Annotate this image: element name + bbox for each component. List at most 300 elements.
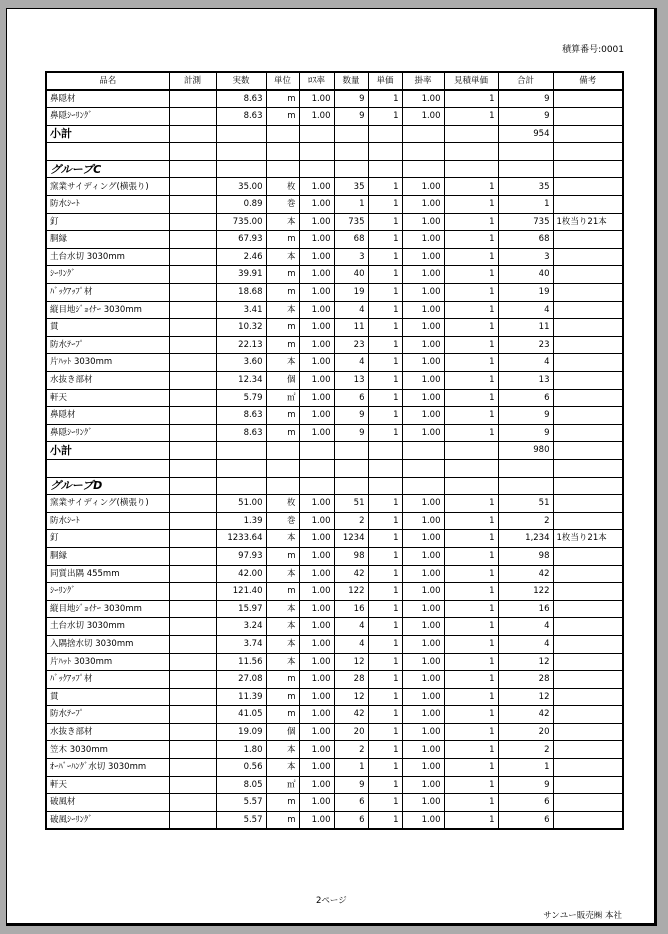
table-row [46,319,623,337]
cell-name: 釘 [46,213,169,231]
cell-unit: m [266,108,299,126]
cell-qty: 1234 [334,530,368,548]
cell-total: 2 [498,512,553,530]
cell-name: 水抜き部材 [46,723,169,741]
cell-unit: m [266,706,299,724]
cell-measure [169,671,216,689]
cell-rate: 1.00 [402,512,444,530]
cell-qty: 23 [334,336,368,354]
cell-loss: 1.00 [299,723,334,741]
cell-measure [169,618,216,636]
cell-loss: 1.00 [299,512,334,530]
cell-price: 1 [368,495,402,513]
cell-unit: m [266,811,299,829]
cell-measure [169,284,216,302]
cell-unit: m [266,424,299,442]
cell-est-price: 1 [444,776,498,794]
col-header-rate: 掛率 [402,72,444,90]
cell-unit: m [266,583,299,601]
cell-rate [402,143,444,161]
cell-name: 小計 [46,442,169,460]
cell-rate [402,442,444,460]
cell-price: 1 [368,178,402,196]
cell-qty: 9 [334,407,368,425]
cell-qty: 4 [334,635,368,653]
cell-price: 1 [368,776,402,794]
cell-total: 9 [498,424,553,442]
cell-actual: 11.56 [216,653,266,671]
cell-rate [402,125,444,143]
cell-loss [299,459,334,477]
cell-total: 1 [498,759,553,777]
cell-loss [299,477,334,495]
cell-actual [216,442,266,460]
cell-price: 1 [368,389,402,407]
cell-price: 1 [368,671,402,689]
cell-total: 4 [498,354,553,372]
cell-rate: 1.00 [402,794,444,812]
cell-qty: 3 [334,248,368,266]
cell-actual: 97.93 [216,547,266,565]
cell-unit: 本 [266,759,299,777]
cell-rate: 1.00 [402,213,444,231]
table-row [46,706,623,724]
table-row [46,583,623,601]
cell-actual [216,459,266,477]
cell-note [553,635,623,653]
table-row [46,530,623,548]
cell-note [553,618,623,636]
cell-qty: 6 [334,794,368,812]
cell-measure [169,741,216,759]
cell-unit: 枚 [266,495,299,513]
table-row [46,284,623,302]
cell-rate: 1.00 [402,178,444,196]
cell-est-price: 1 [444,495,498,513]
subtotal-row [46,125,623,143]
cell-loss: 1.00 [299,108,334,126]
cell-note [553,671,623,689]
cell-qty: 9 [334,424,368,442]
cell-name: 胴縁 [46,231,169,249]
cell-note [553,512,623,530]
table-row [46,90,623,108]
cell-actual: 0.56 [216,759,266,777]
cell-rate [402,459,444,477]
cell-est-price: 1 [444,600,498,618]
cell-actual: 2.46 [216,248,266,266]
cell-est-price: 1 [444,635,498,653]
col-header-actual: 実数 [216,72,266,90]
subtotal-row [46,442,623,460]
cell-note [553,336,623,354]
cell-total [498,459,553,477]
cell-loss: 1.00 [299,231,334,249]
cell-total: 42 [498,706,553,724]
cell-total: 19 [498,284,553,302]
cell-measure [169,90,216,108]
cell-actual [216,477,266,495]
cell-unit: 本 [266,213,299,231]
cell-total: 1 [498,196,553,214]
cell-est-price: 1 [444,583,498,601]
cell-actual: 15.97 [216,600,266,618]
cell-name: 小計 [46,125,169,143]
table-row [46,372,623,390]
cell-note: 1枚当り21本 [553,213,623,231]
cell-actual: 1.39 [216,512,266,530]
cell-qty: 42 [334,706,368,724]
table-row [46,213,623,231]
cell-qty: 1 [334,759,368,777]
cell-total: 42 [498,565,553,583]
cell-loss: 1.00 [299,196,334,214]
cell-total: 68 [498,231,553,249]
cell-total: 13 [498,372,553,390]
cell-actual: 0.89 [216,196,266,214]
cell-est-price: 1 [444,248,498,266]
cell-note [553,284,623,302]
cell-rate: 1.00 [402,196,444,214]
estimate-number: 積算番号:0001 [562,45,624,55]
cell-unit: 本 [266,635,299,653]
cell-qty [334,442,368,460]
cell-est-price: 1 [444,512,498,530]
table-row [46,618,623,636]
cell-est-price: 1 [444,336,498,354]
cell-unit: 本 [266,741,299,759]
cell-actual: 19.09 [216,723,266,741]
table-row [46,653,623,671]
cell-measure [169,811,216,829]
cell-actual: 8.63 [216,407,266,425]
cell-unit: 本 [266,565,299,583]
cell-measure [169,196,216,214]
cell-note [553,231,623,249]
cell-name: 破風ｼｰﾘﾝｸﾞ [46,811,169,829]
cell-qty: 20 [334,723,368,741]
cell-actual: 10.32 [216,319,266,337]
cell-unit: 本 [266,600,299,618]
cell-qty [334,125,368,143]
cell-loss: 1.00 [299,759,334,777]
cell-loss: 1.00 [299,424,334,442]
cell-price: 1 [368,547,402,565]
cell-rate: 1.00 [402,583,444,601]
cell-measure [169,759,216,777]
cell-name: 釘 [46,530,169,548]
cell-name: 笠木 3030mm [46,741,169,759]
table-row [46,495,623,513]
cell-measure [169,495,216,513]
cell-measure [169,319,216,337]
table-row [46,354,623,372]
cell-loss: 1.00 [299,266,334,284]
cell-unit: m [266,547,299,565]
cell-est-price [444,160,498,178]
cell-price: 1 [368,811,402,829]
cell-qty: 16 [334,600,368,618]
cell-actual: 42.00 [216,565,266,583]
cell-total: 9 [498,108,553,126]
cell-loss: 1.00 [299,671,334,689]
cell-measure [169,706,216,724]
cell-unit: m [266,90,299,108]
cell-rate: 1.00 [402,530,444,548]
cell-loss: 1.00 [299,530,334,548]
cell-price: 1 [368,688,402,706]
cell-measure [169,231,216,249]
table-row [46,424,623,442]
cell-name: グループC [46,160,169,178]
cell-note [553,266,623,284]
cell-est-price: 1 [444,90,498,108]
cell-qty: 1 [334,196,368,214]
cell-loss: 1.00 [299,776,334,794]
cell-qty: 28 [334,671,368,689]
cell-qty: 6 [334,389,368,407]
cell-measure [169,389,216,407]
cell-note [553,178,623,196]
cell-measure [169,248,216,266]
cell-price: 1 [368,407,402,425]
cell-qty: 9 [334,776,368,794]
cell-actual: 8.63 [216,424,266,442]
cell-measure [169,547,216,565]
cell-name: ﾊﾞｯｸｱｯﾌﾟ材 [46,284,169,302]
cell-unit: m [266,319,299,337]
cell-qty: 9 [334,108,368,126]
cell-est-price: 1 [444,213,498,231]
cell-unit: ㎡ [266,389,299,407]
cell-loss: 1.00 [299,635,334,653]
cell-total: 122 [498,583,553,601]
cell-note [553,706,623,724]
col-header-loss: ﾛｽ率 [299,72,334,90]
cell-actual: 8.05 [216,776,266,794]
cell-rate: 1.00 [402,653,444,671]
group-heading-row [46,477,623,495]
table-row [46,776,623,794]
cell-actual: 11.39 [216,688,266,706]
print-preview-page [6,8,657,926]
cell-unit [266,125,299,143]
cell-name: 鼻隠材 [46,90,169,108]
cell-actual: 67.93 [216,231,266,249]
cell-name: ｵｰﾊﾞｰﾊﾝｸﾞ水切 3030mm [46,759,169,777]
cell-qty: 40 [334,266,368,284]
cell-unit: m [266,266,299,284]
cell-note [553,108,623,126]
cell-price: 1 [368,372,402,390]
cell-unit: 個 [266,372,299,390]
table-row [46,178,623,196]
cell-note [553,547,623,565]
cell-measure [169,125,216,143]
cell-loss: 1.00 [299,248,334,266]
cell-price: 1 [368,512,402,530]
cell-actual: 41.05 [216,706,266,724]
cell-actual: 18.68 [216,284,266,302]
cell-total: 9 [498,407,553,425]
blank-row [46,143,623,161]
table-row [46,811,623,829]
cell-est-price: 1 [444,266,498,284]
cell-name: 鼻隠ｼｰﾘﾝｸﾞ [46,424,169,442]
cell-unit: m [266,407,299,425]
cell-price: 1 [368,723,402,741]
cell-unit: 本 [266,354,299,372]
cell-rate: 1.00 [402,723,444,741]
cell-measure [169,178,216,196]
cell-actual [216,143,266,161]
cell-note [553,442,623,460]
cell-est-price: 1 [444,671,498,689]
cell-loss: 1.00 [299,618,334,636]
cell-loss: 1.00 [299,600,334,618]
cell-loss: 1.00 [299,372,334,390]
cell-qty: 19 [334,284,368,302]
cell-qty: 68 [334,231,368,249]
cell-qty: 35 [334,178,368,196]
table-row [46,301,623,319]
cell-total: 35 [498,178,553,196]
cell-note [553,160,623,178]
cell-note [553,811,623,829]
cell-name: 入隅捨水切 3030mm [46,635,169,653]
cell-actual: 3.41 [216,301,266,319]
cell-name: 貫 [46,319,169,337]
cell-unit [266,459,299,477]
cell-loss: 1.00 [299,547,334,565]
cell-total: 1,234 [498,530,553,548]
cell-note [553,477,623,495]
cell-measure [169,160,216,178]
cell-total: 6 [498,811,553,829]
table-row [46,671,623,689]
cell-qty: 42 [334,565,368,583]
cell-qty: 98 [334,547,368,565]
cell-measure [169,266,216,284]
cell-measure [169,583,216,601]
cell-est-price: 1 [444,530,498,548]
cell-unit: 個 [266,723,299,741]
table-row [46,741,623,759]
cell-price [368,125,402,143]
cell-rate: 1.00 [402,618,444,636]
cell-actual: 121.40 [216,583,266,601]
cell-rate: 1.00 [402,424,444,442]
cell-actual: 3.24 [216,618,266,636]
cell-rate: 1.00 [402,547,444,565]
cell-measure [169,600,216,618]
col-header-price: 単価 [368,72,402,90]
cell-price [368,459,402,477]
cell-unit: m [266,671,299,689]
table-row [46,688,623,706]
cell-loss: 1.00 [299,706,334,724]
cell-loss: 1.00 [299,495,334,513]
table-row [46,248,623,266]
cell-name [46,459,169,477]
cell-rate: 1.00 [402,266,444,284]
cell-measure [169,635,216,653]
cell-price: 1 [368,108,402,126]
cell-rate: 1.00 [402,495,444,513]
cell-est-price: 1 [444,653,498,671]
table-row [46,759,623,777]
cell-actual: 735.00 [216,213,266,231]
cell-qty [334,160,368,178]
cell-measure [169,213,216,231]
cell-name: 縦目地ｼﾞｮｲﾅｰ 3030mm [46,600,169,618]
cell-total: 4 [498,301,553,319]
col-header-total: 合計 [498,72,553,90]
cell-price: 1 [368,600,402,618]
cell-est-price: 1 [444,301,498,319]
cell-rate: 1.00 [402,90,444,108]
col-header-est-price: 見積単価 [444,72,498,90]
cell-note [553,389,623,407]
cell-rate: 1.00 [402,565,444,583]
cell-name: ﾊﾞｯｸｱｯﾌﾟ材 [46,671,169,689]
cell-actual [216,125,266,143]
cell-price: 1 [368,706,402,724]
cell-loss: 1.00 [299,301,334,319]
cell-loss: 1.00 [299,741,334,759]
cell-rate [402,477,444,495]
cell-name: 窯業サイディング(横張り) [46,178,169,196]
cell-loss: 1.00 [299,794,334,812]
cell-name: 鼻隠材 [46,407,169,425]
cell-loss: 1.00 [299,354,334,372]
cell-actual: 8.63 [216,90,266,108]
cell-note [553,495,623,513]
cell-rate: 1.00 [402,600,444,618]
cell-actual: 22.13 [216,336,266,354]
cell-loss [299,125,334,143]
cell-note [553,301,623,319]
cell-price: 1 [368,90,402,108]
col-header-note: 備考 [553,72,623,90]
cell-qty [334,477,368,495]
cell-measure [169,512,216,530]
cell-measure [169,336,216,354]
cell-actual: 35.00 [216,178,266,196]
cell-price: 1 [368,248,402,266]
cell-qty: 4 [334,618,368,636]
cell-est-price: 1 [444,618,498,636]
cell-qty: 12 [334,688,368,706]
cell-est-price [444,143,498,161]
cell-price: 1 [368,354,402,372]
cell-est-price: 1 [444,231,498,249]
cell-qty [334,459,368,477]
cell-est-price: 1 [444,424,498,442]
cell-measure [169,407,216,425]
cell-unit: 巻 [266,512,299,530]
cell-price: 1 [368,618,402,636]
cell-est-price: 1 [444,389,498,407]
cell-qty: 51 [334,495,368,513]
table-row [46,512,623,530]
cell-est-price [444,477,498,495]
table-row [46,336,623,354]
cell-rate: 1.00 [402,284,444,302]
cell-note [553,723,623,741]
cell-rate: 1.00 [402,671,444,689]
cell-price: 1 [368,231,402,249]
